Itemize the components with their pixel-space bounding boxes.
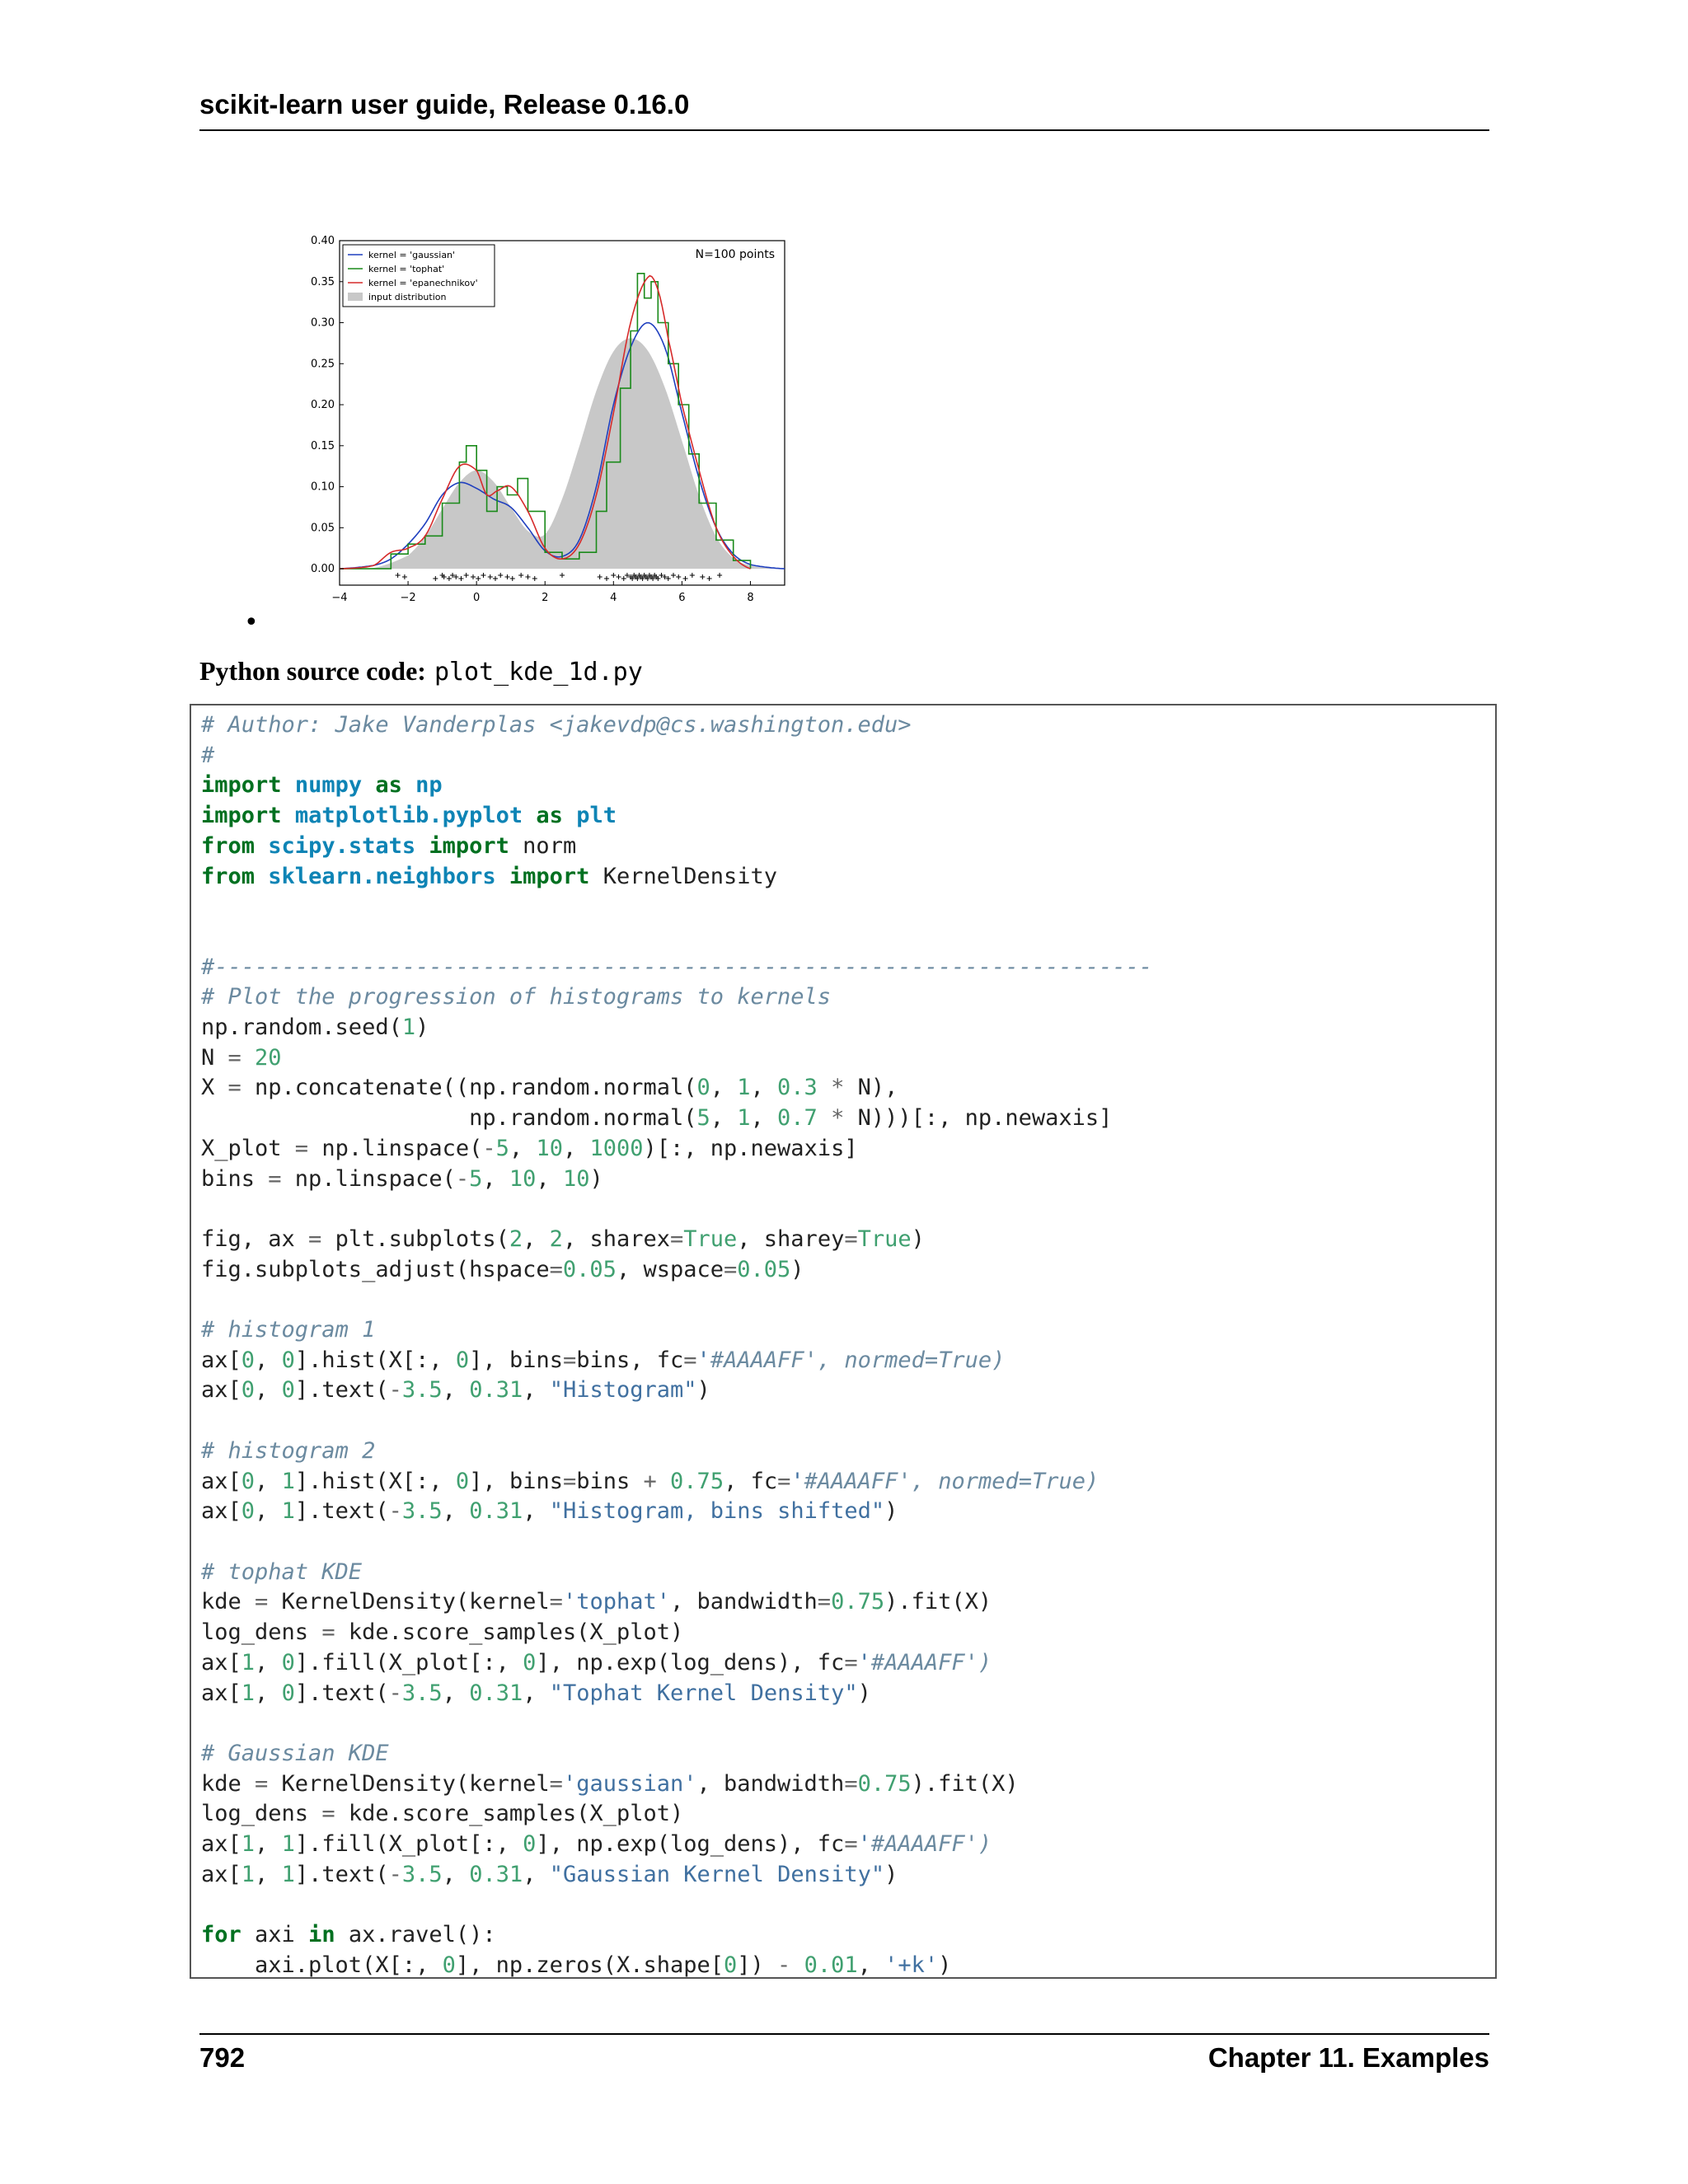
list-bullet: •: [244, 608, 259, 637]
code-line: # tophat KDE: [201, 1558, 363, 1585]
code-line: X_plot = np.linspace(-5, 10, 1000)[:, np.newaxis]: [201, 1135, 858, 1161]
code-line: ax[1, 1].fill(X_plot[:, 0], np.exp(log_dens), fc='#AAAAFF'): [201, 1831, 992, 1858]
x-tick-label: 4: [610, 592, 617, 604]
header-rule: [199, 129, 1489, 131]
code-line: kde = KernelDensity(kernel='gaussian', bandwidth=0.75).fit(X): [201, 1770, 1019, 1797]
x-tick-label: −2: [400, 592, 416, 604]
code-line: import matplotlib.pyplot as plt: [201, 803, 617, 829]
y-tick-label: 0.30: [311, 316, 335, 330]
x-tick-label: −4: [331, 592, 348, 604]
y-tick-label: 0.25: [311, 358, 335, 371]
footer-rule: [199, 2033, 1489, 2035]
code-line: N = 20: [201, 1044, 282, 1071]
annotation-text: N=100 points: [695, 248, 775, 261]
code-line: X = np.concatenate((np.random.normal(0, 1, 0.3 * N),: [201, 1075, 898, 1101]
code-line: ax[1, 0].fill(X_plot[:, 0], np.exp(log_dens), fc='#AAAAFF'): [201, 1649, 992, 1675]
code-line: ax[0, 1].text(-3.5, 0.31, "Histogram, bins shifted"): [201, 1498, 898, 1525]
code-line: ax[0, 0].hist(X[:, 0], bins=bins, fc='#AAAAFF', normed=True): [201, 1347, 1006, 1373]
code-line: ax[0, 1].hist(X[:, 0], bins=bins + 0.75, fc='#AAAAFF', normed=True): [201, 1468, 1100, 1494]
code-line: #----------------------------------------------------------------------: [201, 954, 1153, 980]
code-line: np.random.normal(5, 1, 0.7 * N)))[:, np.newaxis]: [201, 1105, 1113, 1132]
code-line: np.random.seed(1): [201, 1015, 429, 1041]
y-tick-label: 0.20: [311, 399, 335, 412]
code-line: # Gaussian KDE: [201, 1740, 389, 1766]
legend: [343, 245, 495, 307]
source-line: [199, 655, 643, 687]
chapter-title: Chapter 11. Examples: [1207, 2042, 1489, 2073]
code-line: bins = np.linspace(-5, 10, 10): [201, 1165, 603, 1192]
code-line: # Plot the progression of histograms to kernels: [201, 984, 832, 1010]
source-filename-link[interactable]: plot_kde_1d.py: [434, 658, 643, 687]
code-block: [190, 704, 1497, 1979]
code-line: fig.subplots_adjust(hspace=0.05, wspace=0.05): [201, 1256, 804, 1282]
y-tick-label: 0.10: [311, 480, 335, 494]
code-listing: [201, 710, 1152, 1981]
legend-label-tophat: kernel = 'tophat': [368, 264, 445, 274]
code-line: from scipy.stats import norm: [201, 832, 577, 859]
code-line: ax[0, 0].text(-3.5, 0.31, "Histogram"): [201, 1377, 710, 1404]
code-line: # histogram 1: [201, 1317, 376, 1343]
y-tick-label: 0.40: [311, 235, 335, 247]
y-tick-label: 0.35: [311, 275, 335, 288]
code-line: # histogram 2: [201, 1437, 376, 1464]
legend-swatch-input: [348, 293, 363, 301]
code-line: #: [201, 742, 215, 768]
page-number: 792: [199, 2042, 246, 2073]
code-line: log_dens = kde.score_samples(X_plot): [201, 1801, 684, 1827]
y-tick-label: 0.05: [311, 522, 335, 535]
legend-label-input: input distribution: [368, 292, 447, 302]
code-line: # Author: Jake Vanderplas <jakevdp@cs.washington.edu>: [201, 712, 912, 738]
code-line: ax[1, 1].text(-3.5, 0.31, "Gaussian Kernel Density"): [201, 1861, 898, 1887]
legend-label-epanechnikov: kernel = 'epanechnikov': [368, 278, 478, 288]
code-line: fig, ax = plt.subplots(2, 2, sharex=True, sharey=True): [201, 1226, 925, 1252]
code-line: from sklearn.neighbors import KernelDensity: [201, 863, 778, 889]
kde-figure: [288, 227, 799, 606]
code-line: for axi in ax.ravel():: [201, 1922, 496, 1948]
x-tick-label: 6: [678, 592, 686, 604]
y-tick-label: 0.15: [311, 439, 335, 452]
kde-chart: [288, 227, 799, 606]
x-tick-label: 8: [747, 592, 754, 604]
y-tick-label: 0.00: [311, 563, 335, 576]
page-header-title: scikit-learn user guide, Release 0.16.0: [199, 89, 690, 120]
source-label: Python source code:: [199, 656, 426, 686]
x-tick-label: 0: [473, 592, 481, 604]
code-line: ax[1, 0].text(-3.5, 0.31, "Tophat Kernel Density"): [201, 1680, 871, 1706]
code-line: log_dens = kde.score_samples(X_plot): [201, 1619, 684, 1646]
code-line: import numpy as np: [201, 772, 443, 799]
code-line: axi.plot(X[:, 0], np.zeros(X.shape[0]) - 0.01, '+k'): [201, 1952, 952, 1978]
x-tick-label: 2: [542, 592, 549, 604]
legend-label-gaussian: kernel = 'gaussian': [368, 250, 456, 260]
code-line: kde = KernelDensity(kernel='tophat', bandwidth=0.75).fit(X): [201, 1589, 992, 1615]
